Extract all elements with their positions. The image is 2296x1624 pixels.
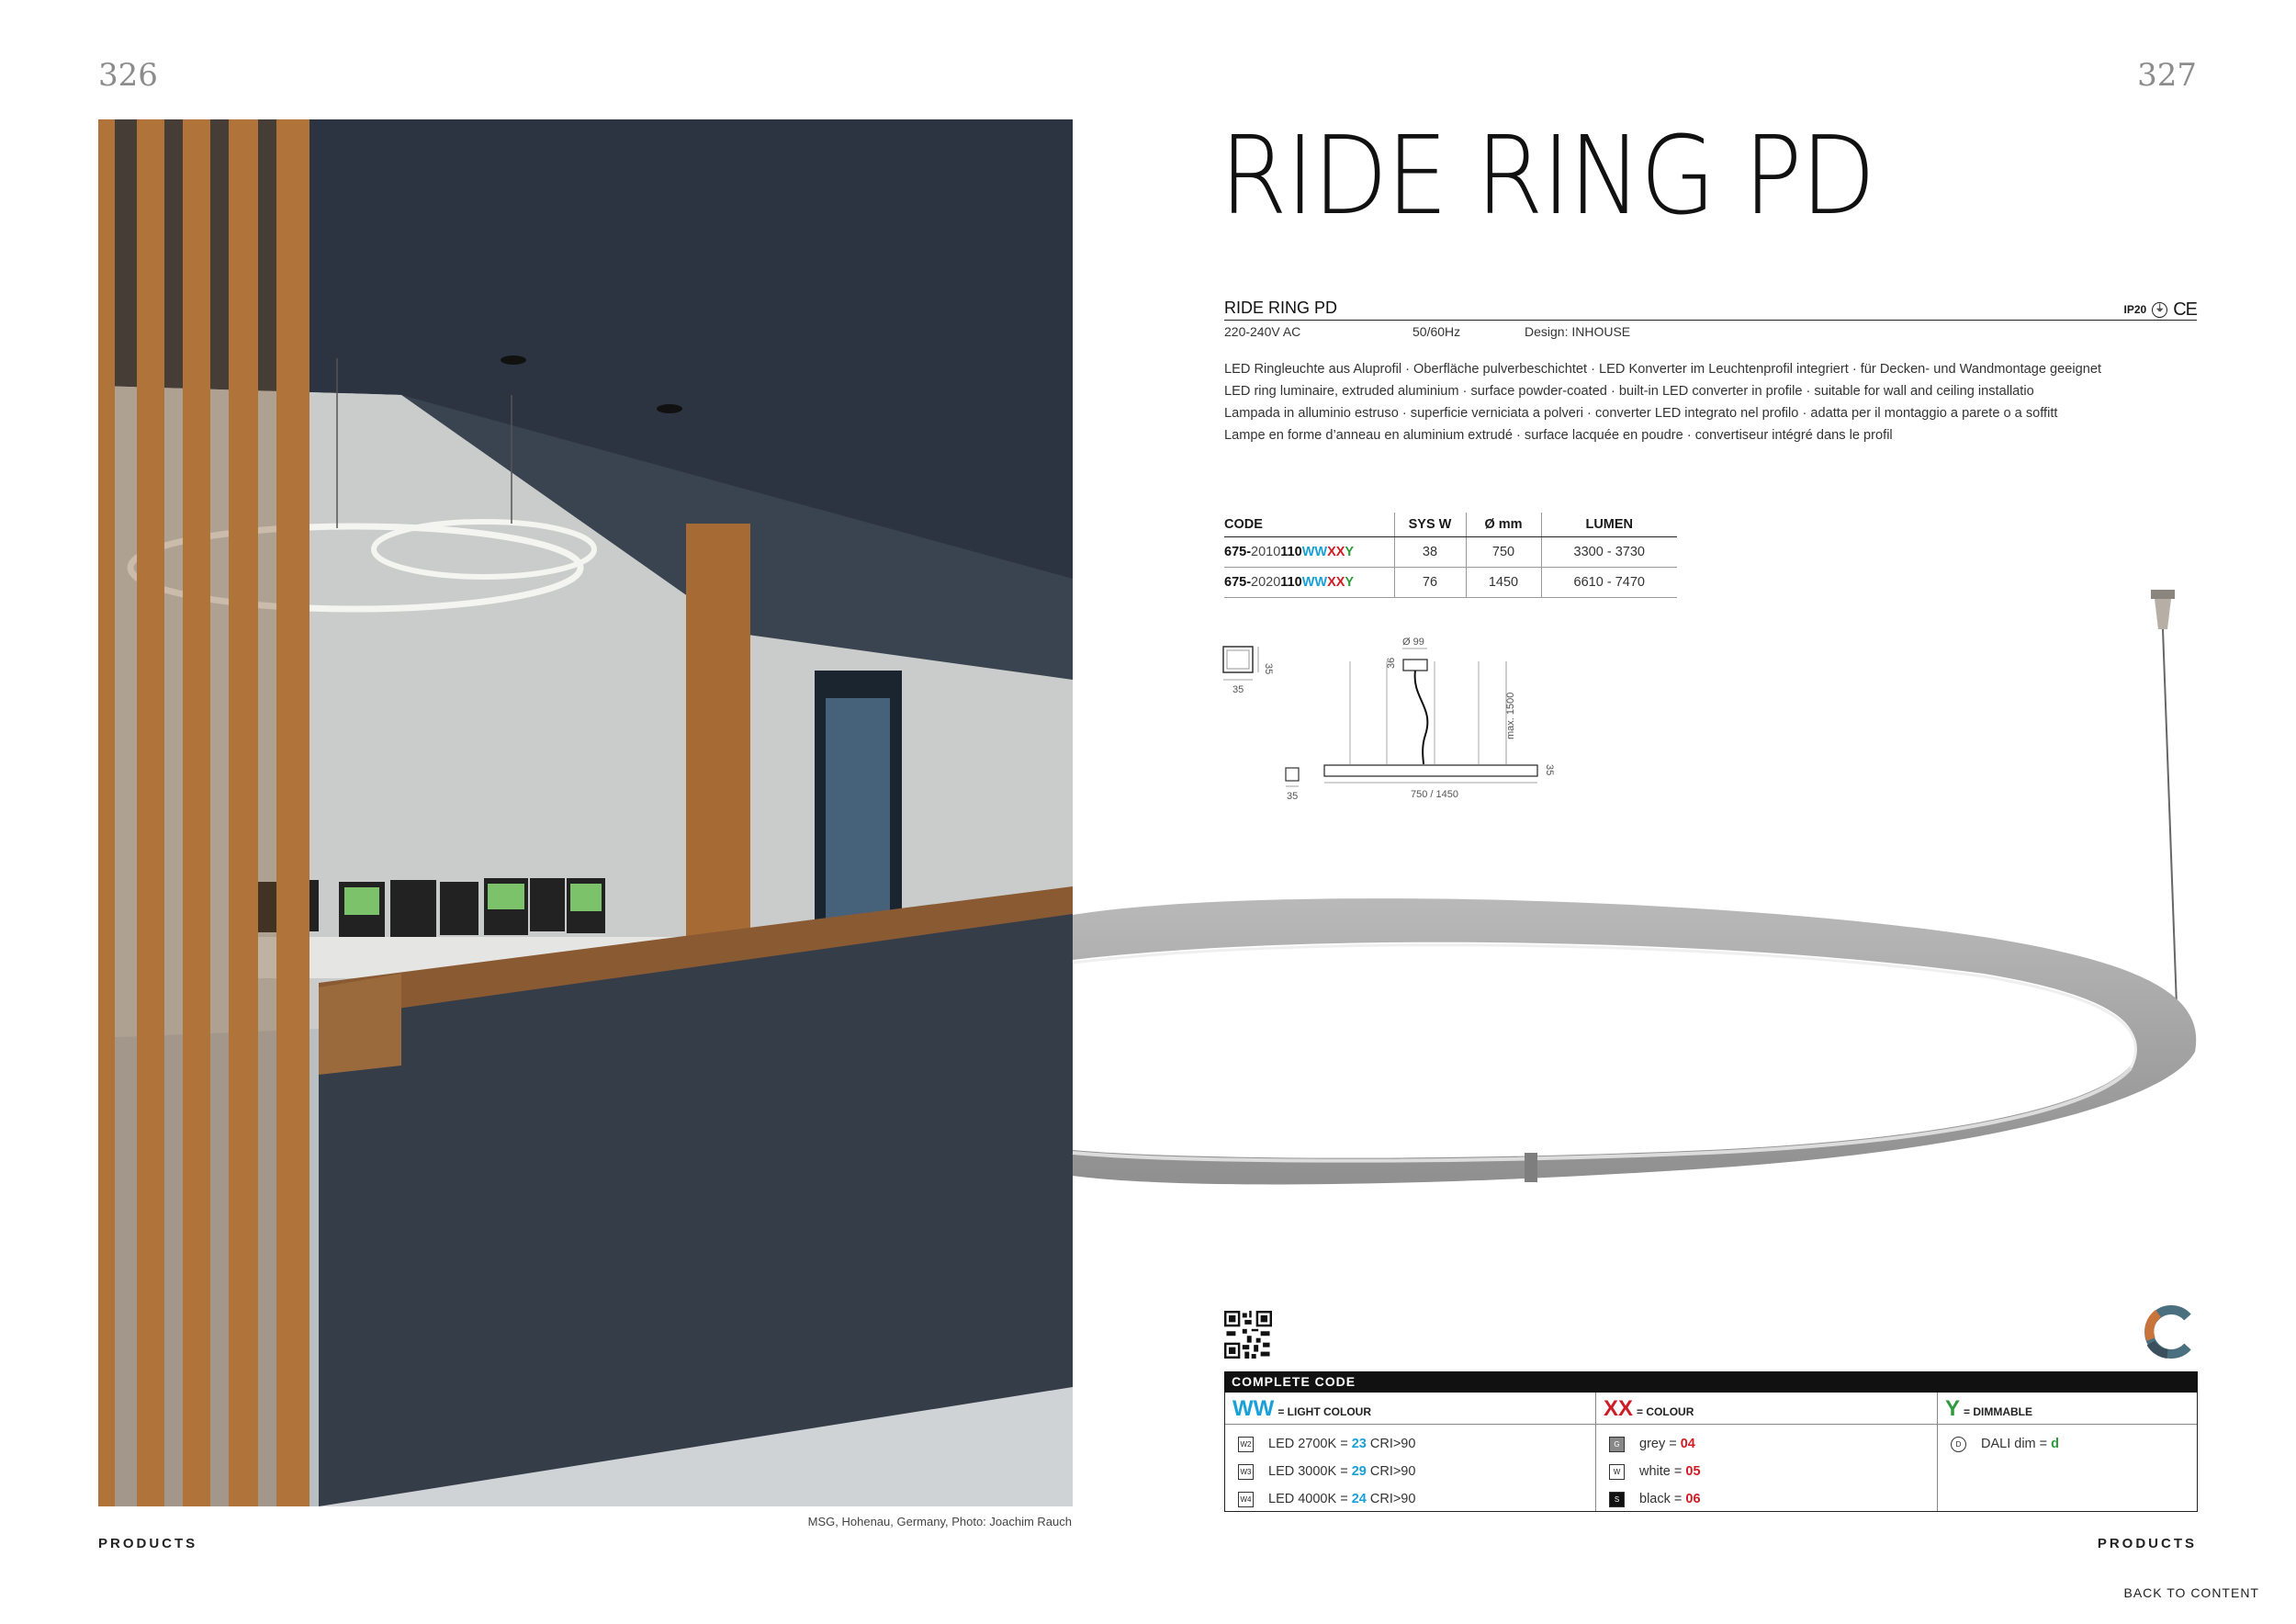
dim-ring-diameter: 750 / 1450 (1411, 789, 1458, 800)
code-cell: 675-2020110WWXXY (1224, 567, 1394, 597)
dim-profile-width: 35 (1232, 684, 1244, 695)
ip-rating: IP20 (2123, 303, 2147, 316)
colour-column (1595, 1393, 1937, 1511)
header-code: CODE (1224, 513, 1394, 536)
xx-label: = COLOUR (1637, 1405, 1694, 1418)
list-item: S black = 06 (1604, 1485, 1930, 1513)
product-name: RIDE RING PD (1224, 299, 1338, 317)
complete-code-header: COMPLETE CODE (1224, 1371, 2198, 1393)
dali-icon: D (1951, 1437, 1966, 1452)
footer-products-right[interactable]: PRODUCTS (2097, 1536, 2197, 1551)
table-row (1224, 536, 1677, 567)
code-cell: 675-2010110WWXXY (1224, 536, 1394, 567)
dim-ring-width: 35 (1287, 791, 1299, 802)
header-lumen: LUMEN (1541, 513, 1677, 536)
ce-mark: CE (2173, 299, 2197, 320)
ring-luminaire-image (1065, 588, 2296, 1231)
certification-marks (2124, 300, 2197, 319)
list-item: W2 LED 2700K = 23 CRI>90 (1232, 1430, 1588, 1458)
product-title: RIDE RING PD (1220, 112, 1874, 239)
list-item: W4 LED 4000K = 24 CRI>90 (1232, 1485, 1588, 1513)
w4-icon: W4 (1238, 1492, 1254, 1507)
w2-icon: W2 (1238, 1437, 1254, 1452)
code-table-header (1224, 513, 1677, 536)
dim-max-length: max. 1500 (1505, 692, 1516, 739)
w3-icon: W3 (1238, 1464, 1254, 1480)
protection-class-icon: ⏚ (2152, 302, 2167, 318)
dim-profile-height: 35 (1263, 663, 1274, 675)
description-fr: Lampe en forme d’anneau en aluminium extrudé · surface lacquée en poudre · convertiseur intégré dans le profil (1224, 428, 1893, 443)
diameter-cell: 1450 (1466, 567, 1541, 597)
interior-photo (98, 119, 1073, 1506)
back-to-content-link[interactable]: BACK TO CONTENT (2123, 1585, 2259, 1600)
complete-code-table (1224, 1371, 2198, 1512)
diameter-cell: 750 (1466, 536, 1541, 567)
list-item: W3 LED 3000K = 29 CRI>90 (1232, 1458, 1588, 1485)
spec-design: Design: INHOUSE (1525, 324, 1631, 339)
code-table (1224, 513, 1677, 598)
brand-logo-icon (2140, 1303, 2199, 1361)
dim-canopy-height: 36 (1386, 657, 1397, 669)
description-de: LED Ringleuchte aus Aluprofil · Oberfläche pulverbeschichtet · LED Konverter im Leuchtenprofil integriert · für Decken- und Wandmontage geeignet (1224, 362, 2102, 377)
dim-canopy-diameter: Ø 99 (1402, 637, 1424, 648)
header-diameter: Ø mm (1466, 513, 1541, 536)
footer-products-left[interactable]: PRODUCTS (98, 1536, 198, 1551)
list-item: W white = 05 (1604, 1458, 1930, 1485)
grey-swatch-icon: G (1609, 1437, 1625, 1452)
ww-label: = LIGHT COLOUR (1277, 1405, 1371, 1418)
sys-w-cell: 38 (1394, 536, 1466, 567)
lumen-cell: 6610 - 7470 (1541, 567, 1677, 597)
product-header (1224, 299, 2197, 321)
description-en: LED ring luminaire, extruded aluminium · surface powder-coated · built-in LED converter in profile · suitable for wall and ceiling installatio (1224, 384, 2034, 399)
y-letters: Y (1945, 1396, 1961, 1421)
white-swatch-icon: W (1609, 1464, 1625, 1480)
list-item: G grey = 04 (1604, 1430, 1930, 1458)
black-swatch-icon: S (1609, 1492, 1625, 1507)
spec-voltage: 220-240V AC (1224, 324, 1301, 339)
page-number-left: 326 (98, 57, 158, 94)
colour-title (1596, 1398, 1937, 1425)
complete-code-body (1224, 1393, 2198, 1512)
qr-code-icon[interactable] (1224, 1311, 1272, 1359)
y-label: = DIMMABLE (1964, 1405, 2033, 1418)
list-item: D DALI dim = d (1945, 1430, 2189, 1458)
page-number-right: 327 (2137, 57, 2197, 94)
dim-ring-height: 35 (1544, 764, 1555, 776)
photo-caption: MSG, Hohenau, Germany, Photo: Joachim Rauch (807, 1515, 1072, 1528)
dimmable-title (1938, 1398, 2197, 1425)
spec-frequency: 50/60Hz (1412, 324, 1461, 339)
lumen-cell: 3300 - 3730 (1541, 536, 1677, 567)
dimmable-column (1937, 1393, 2197, 1511)
ww-letters: WW (1232, 1396, 1275, 1421)
light-colour-title (1225, 1398, 1595, 1425)
sys-w-cell: 76 (1394, 567, 1466, 597)
description-it: Lampada in alluminio estruso · superficie verniciata a polveri · converter LED integrato nel profilo · adatta per il montaggio a parete o a soffitt (1224, 406, 2058, 421)
xx-letters: XX (1604, 1396, 1634, 1421)
header-sys-w: SYS W (1394, 513, 1466, 536)
light-colour-column (1225, 1393, 1595, 1511)
product-descriptions (1224, 358, 2207, 446)
